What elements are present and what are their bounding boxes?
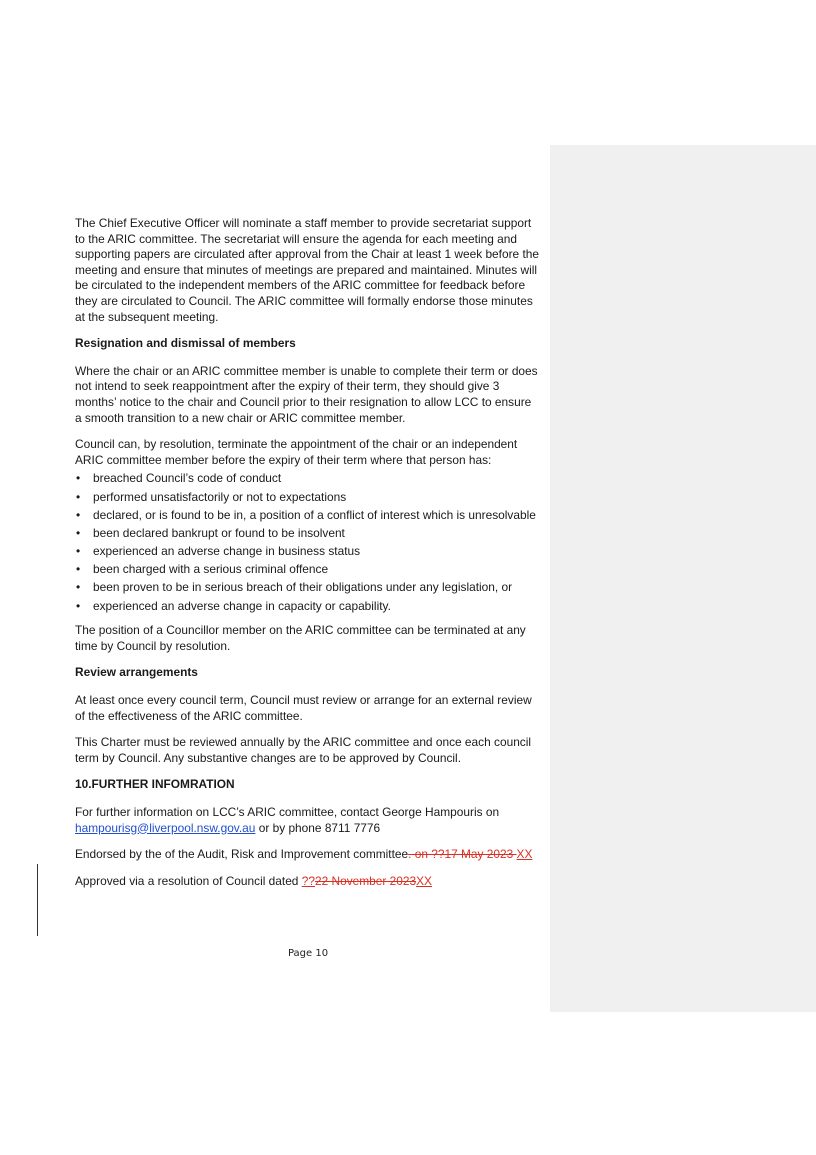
resignation-paragraph: Where the chair or an ARIC committee member is unable to complete their term or does not intend to seek reappointment after the expiry of their term, they should give 3 months’ notice to the chair and Council prior to their resignation to allow LCC to ensure a smooth transition to a new chair or ARIC committee member. [75,363,538,425]
review-paragraph-1: At least once every council term, Council must review or arrange for an external review of the effectiveness of the ARIC committee. [75,693,532,723]
review-heading: Review arrangements [75,665,198,680]
list-item [75,490,540,506]
inserted-text: XX [516,847,533,862]
bullet-icon: • [76,544,81,559]
list-item-text: breached Council’s code of conduct [93,471,282,486]
endorsed-paragraph [75,847,540,863]
contact-email-link[interactable]: hampourisg@liverpool.nsw.gov.au [75,820,256,835]
resignation-heading: Resignation and dismissal of members [75,336,296,351]
bullet-icon: • [76,580,81,595]
termination-reasons-list [75,471,540,614]
bullet-icon: • [76,471,81,486]
list-item [75,599,540,615]
list-item-text: been proven to be in serious breach of their obligations under any legislation, or [93,580,513,595]
list-item-text: experienced an adverse change in business status [93,544,361,559]
councillor-termination-paragraph: The position of a Councillor member on the ARIC committee can be terminated at any time by Council by resolution. [75,623,526,653]
section-number: 10. [75,777,92,792]
approved-paragraph [75,874,540,890]
section-title: FURTHER INFOMRATION [91,777,235,792]
deleted-text: 22 November 2023 [314,873,417,888]
bullet-icon: • [76,598,81,613]
list-item-text: performed unsatisfactorily or not to expectations [93,489,347,504]
further-info-paragraph [75,805,540,836]
list-item [75,526,540,542]
bullet-icon: • [76,525,81,540]
bullet-icon: • [76,489,81,504]
inserted-text: XX [416,873,432,888]
review-paragraph-2: This Charter must be reviewed annually by the ARIC committee and once each council term by Council. Any substantive changes are to be approved by Council. [75,735,532,765]
endorsed-text: Endorsed by the of the Audit, Risk and Improvement committee [75,847,409,862]
list-item-text: been charged with a serious criminal offence [93,562,329,577]
deleted-text: . on ??17 May 2023 [408,847,517,862]
list-item-text: been declared bankrupt or found to be insolvent [93,525,345,540]
further-info-text: For further information on LCC’s ARIC committee, contact George Hampouris on [75,804,500,819]
page-footer: Page 10 [287,948,329,959]
secretariat-paragraph: The Chief Executive Officer will nominate a staff member to provide secretariat support to the ARIC committee. The secretariat will ensure the agenda for each meeting and supporting papers are circulated after approval from the Chair at least 1 week before the meeting and ensure that minutes of meetings are prepared and maintained. Minutes will be circulated to the independent members of the ARIC committee for feedback before they are circulated to Council. The ARIC committee will formally endorse those minutes at the subsequent meeting. [75,216,539,324]
termination-intro-paragraph: Council can, by resolution, terminate the appointment of the chair or an independent ARIC committee member before the expiry of their term where that person has: [75,437,518,467]
further-info-phone-text: or by phone 8711 7776 [255,820,381,835]
list-item [75,562,540,578]
list-item [75,471,540,487]
list-item-text: declared, or is found to be in, a position of a conflict of interest which is unresolvable [93,507,536,522]
bullet-icon: • [76,562,81,577]
revision-change-bar [37,864,38,936]
comment-margin-pane [550,145,816,1012]
approved-text: Approved via a resolution of Council dated [75,873,302,888]
list-item [75,580,540,596]
further-info-heading [75,777,540,793]
list-item [75,544,540,560]
document-body [75,216,540,900]
inserted-text: ?? [301,873,315,888]
list-item-text: experienced an adverse change in capacity or capability. [93,598,391,613]
bullet-icon: • [76,507,81,522]
list-item [75,508,540,524]
